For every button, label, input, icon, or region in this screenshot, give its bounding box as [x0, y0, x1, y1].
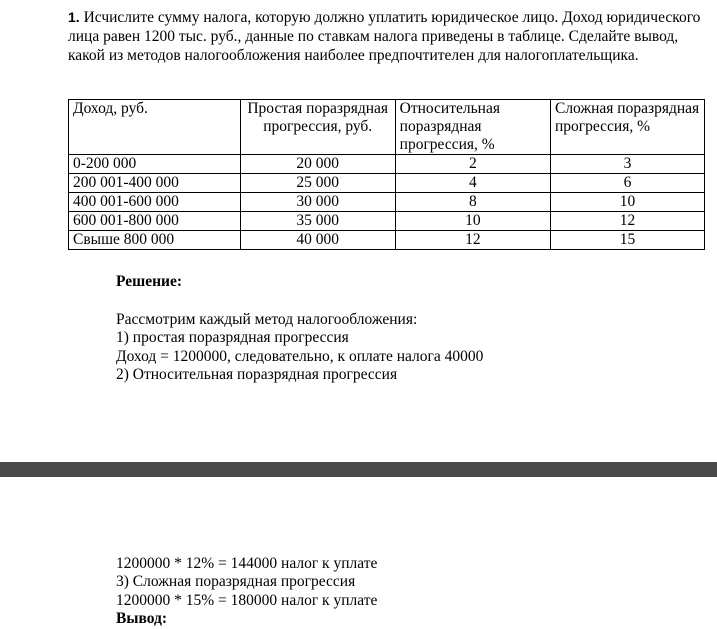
cell-simple: 25 000: [240, 174, 395, 193]
cell-relative: 10: [395, 212, 550, 231]
cell-simple: 35 000: [240, 212, 395, 231]
cell-income: 600 001-800 000: [69, 212, 241, 231]
cell-simple: 30 000: [240, 193, 395, 212]
header-complex-progression: Сложная поразрядная прогрессия, %: [550, 100, 704, 155]
problem-statement: [68, 8, 708, 65]
solution-line-4: 1200000 * 12% = 144000 налог к уплате: [116, 555, 378, 572]
solution-line-5: 3) Сложная поразрядная прогрессия: [116, 573, 356, 590]
solution-line-2: Доход = 1200000, следовательно, к оплате налога 40000: [116, 348, 484, 365]
cell-complex: 12: [550, 212, 704, 231]
cell-simple: 20 000: [240, 155, 395, 174]
table-row: [69, 193, 705, 212]
table-row: [69, 174, 705, 193]
solution-line-3: 2) Относительная поразрядная прогрессия: [116, 366, 398, 383]
cell-relative: 2: [395, 155, 550, 174]
table-row: [69, 155, 705, 174]
table-row: [69, 231, 705, 250]
header-relative-progression: Относительная поразрядная прогрессия, %: [395, 100, 550, 155]
tax-rates-table: [68, 99, 705, 250]
cell-income: 400 001-600 000: [69, 193, 241, 212]
conclusion-heading: Вывод:: [116, 610, 168, 627]
cell-complex: 3: [550, 155, 704, 174]
cell-complex: 6: [550, 174, 704, 193]
cell-complex: 10: [550, 193, 704, 212]
header-simple-progression: Простая поразрядная прогрессия, руб.: [240, 100, 395, 155]
cell-relative: 8: [395, 193, 550, 212]
header-income: Доход, руб.: [69, 100, 241, 155]
page-divider: [0, 462, 717, 477]
solution-intro: Рассмотрим каждый метод налогообложения:: [116, 311, 418, 328]
problem-text: Исчислите сумму налога, которую должно уплатить юридическое лицо. Доход юридического лица равен 1200 тыс. руб., данные по ставкам налога приведены в таблице. Сделайте вывод, какой из методов налогообложения наиболее предпочтителен для налогоплательщика.: [68, 9, 701, 64]
table-header-row: [69, 100, 705, 155]
cell-complex: 15: [550, 231, 704, 250]
cell-simple: 40 000: [240, 231, 395, 250]
cell-relative: 4: [395, 174, 550, 193]
solution-line-1: 1) простая поразрядная прогрессия: [116, 329, 349, 346]
table-row: [69, 212, 705, 231]
problem-number: 1.: [68, 9, 80, 25]
cell-income: Свыше 800 000: [69, 231, 241, 250]
solution-line-6: 1200000 * 15% = 180000 налог к уплате: [116, 592, 378, 609]
cell-income: 0-200 000: [69, 155, 241, 174]
cell-relative: 12: [395, 231, 550, 250]
solution-heading: Решение:: [116, 273, 183, 290]
cell-income: 200 001-400 000: [69, 174, 241, 193]
